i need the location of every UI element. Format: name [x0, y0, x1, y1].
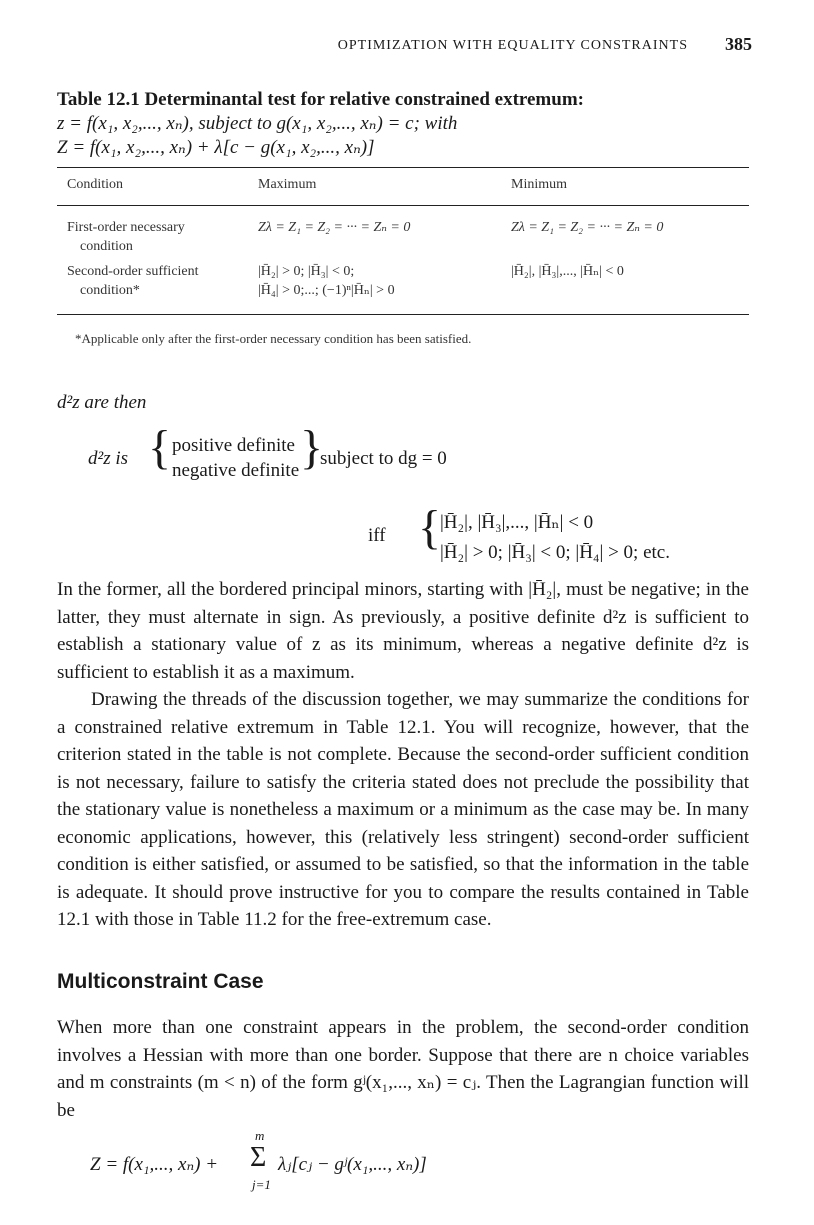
display2-conditions: [440, 508, 670, 568]
display1-options: [172, 433, 299, 483]
display1-rhs: subject to dg = 0: [320, 448, 447, 469]
table-top-rule: [57, 167, 749, 168]
display2-iff: iff: [368, 525, 386, 546]
display1-lhs: d²z is: [88, 448, 129, 469]
row2-maximum-line2: |H̄₄| > 0;...; (−1)ⁿ|H̄ₙ| > 0: [258, 283, 395, 298]
table-caption-line2: z = f(x₁, x₂,..., xₙ), subject to g(x₁, x₂,..., xₙ) = c; with: [57, 113, 458, 134]
equation-lhs: Z = f(x₁,..., xₙ) +: [90, 1154, 219, 1175]
equation-rhs: λⱼ[cⱼ − gʲ(x₁,..., xₙ)]: [278, 1154, 427, 1175]
display1-option-positive: positive definite: [172, 435, 295, 456]
paragraph-1: In the former, all the bordered principal minors, starting with |H̄₂|, must be negative; in the latter, they must alternate in sign. As previously, a positive definite d²z is sufficient to establish a stationary value of z as its minimum, whereas a negative definite d²z is sufficient to establish it as a maximum.: [57, 579, 749, 683]
table-bottom-rule: [57, 314, 749, 315]
display1-option-negative: negative definite: [172, 460, 300, 481]
equation-sum-sign: Σ: [250, 1142, 267, 1173]
table-row: [67, 262, 199, 300]
column-header-minimum: Minimum: [511, 177, 568, 192]
left-brace-1: {: [148, 421, 172, 474]
row1-minimum: Zλ = Z₁ = Z₂ = ··· = Zₙ = 0: [511, 220, 664, 235]
table-header-rule: [57, 205, 749, 206]
table-footnote: *Applicable only after the first-order necessary condition has been satisfied.: [75, 331, 472, 346]
table-row: [67, 218, 185, 256]
row1-maximum: Zλ = Z₁ = Z₂ = ··· = Zₙ = 0: [258, 220, 411, 235]
equation-sum-lower: j=1: [252, 1177, 271, 1192]
row2-maximum-line1: |H̄₂| > 0; |H̄₃| < 0;: [258, 264, 355, 279]
running-title: OPTIMIZATION WITH EQUALITY CONSTRAINTS: [337, 38, 688, 53]
row2-condition-line1: Second-order sufficient: [67, 264, 199, 279]
section-heading: Multiconstraint Case: [57, 970, 264, 993]
left-brace-2: {: [418, 501, 442, 554]
column-header-condition: Condition: [67, 177, 124, 192]
equation-sum-upper: m: [255, 1128, 265, 1143]
right-brace-1: }: [300, 421, 324, 474]
row2-condition-line2: condition*: [80, 283, 140, 298]
paragraph-3: When more than one constraint appears in the problem, the second-order condition involves a Hessian with more than one border. Suppose that there are n choice variables and m constraints (m < n) of the form gʲ(x₁,..., xₙ) = cⱼ. Then the Lagrangian function will be: [57, 1017, 749, 1121]
row2-minimum: |H̄₂|, |H̄₃|,..., |H̄ₙ| < 0: [511, 264, 624, 279]
table-caption: [57, 88, 584, 160]
display2-line1: |H̄₂|, |H̄₃|,..., |H̄ₙ| < 0: [440, 512, 594, 533]
display2-line2: |H̄₂| > 0; |H̄₃| < 0; |H̄₄| > 0; etc.: [440, 542, 670, 563]
row1-condition-line1: First-order necessary: [67, 220, 185, 235]
paragraph-2: Drawing the threads of the discussion together, we may summarize the conditions for a constrained relative extremum in Table 12.1. You will recognize, however, that the criterion stated in the table is not complete. Because the second-order sufficient condition is not necessary, failure to satisfy the criteria stated does not preclude the possibility that the stationary value is nonetheless a maximum or a minimum as the case may be. In many economic applications, however, this (relatively less stringent) second-order sufficient condition is either satisfied, or assumed to be satisfied, so that the information in the table is adequate. It should prove instructive for you to compare the results contained in Table 12.1 with those in Table 11.2 for the free-extremum case.: [57, 689, 749, 930]
row2-maximum: [258, 262, 395, 300]
column-header-maximum: Maximum: [258, 177, 317, 192]
page-number: 385: [725, 34, 752, 54]
table-caption-line3: Z = f(x₁, x₂,..., xₙ) + λ[c − g(x₁, x₂,..., xₙ)]: [57, 137, 375, 158]
row1-condition-line2: condition: [80, 239, 133, 254]
table-caption-line1: Table 12.1 Determinantal test for relative constrained extremum:: [57, 89, 584, 110]
lead-text: d²z are then: [57, 392, 147, 413]
